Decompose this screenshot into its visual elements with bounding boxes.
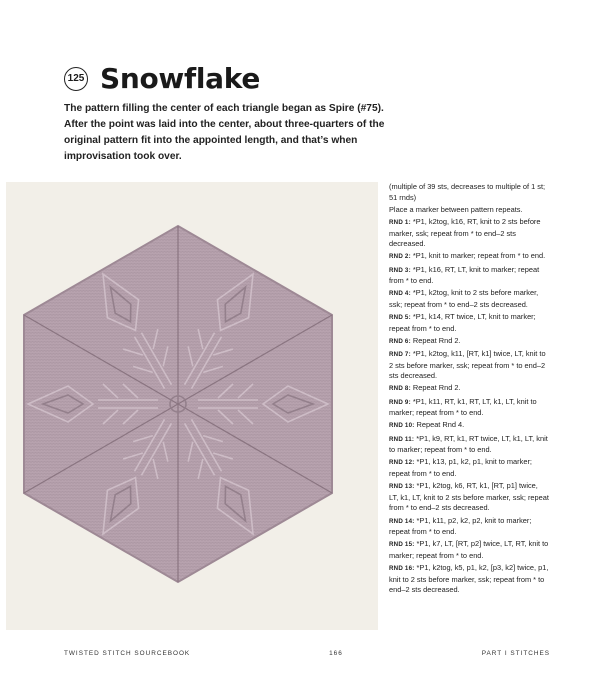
round-text: *P1, knit to marker; repeat from * to end. bbox=[410, 251, 546, 261]
round-label: RND 8: bbox=[389, 385, 411, 393]
round-label: RND 16: bbox=[389, 565, 415, 573]
round-instruction bbox=[389, 434, 549, 456]
round-label: RND 5: bbox=[389, 314, 411, 322]
round-text: *P1, k13, p1, k2, p1, knit to marker; repeat from * to end. bbox=[389, 457, 532, 478]
round-text: *P1, k11, p2, k2, p2, knit to marker; repeat from * to end. bbox=[389, 515, 532, 537]
round-text: *P1, k2tog, knit to 2 sts before marker, ssk; repeat from * to end–2 sts decreased. bbox=[389, 288, 539, 309]
rounds-list bbox=[389, 217, 549, 596]
round-label: RND 11: bbox=[389, 435, 415, 443]
round-instruction bbox=[389, 397, 549, 419]
round-label: RND 14: bbox=[389, 517, 415, 525]
round-text: Repeat Rnd 2. bbox=[410, 383, 461, 393]
round-text: Repeat Rnd 4. bbox=[414, 420, 465, 430]
footer-section: PART I STITCHES bbox=[481, 650, 550, 657]
round-instruction bbox=[389, 563, 549, 596]
round-text: *P1, k2tog, k11, [RT, k1] twice, LT, knit to 2 sts before marker, ssk; repeat from * to end–2 sts decreased. bbox=[389, 349, 546, 381]
footer-page-number: 166 bbox=[329, 650, 343, 657]
round-label: RND 2: bbox=[389, 253, 411, 261]
footer-book-title: TWISTED STITCH SOURCEBOOK bbox=[64, 650, 191, 657]
round-instruction bbox=[389, 481, 549, 514]
round-text: Repeat Rnd 2. bbox=[410, 335, 461, 345]
hexagon-swatch-illustration bbox=[6, 182, 378, 630]
round-text: *P1, k2tog, k5, p1, k2, [p3, k2] twice, p1, knit to 2 sts before marker, ssk; repeat from * to end–2 sts decreased. bbox=[389, 563, 549, 595]
round-label: RND 9: bbox=[389, 398, 411, 406]
round-instruction bbox=[389, 288, 549, 310]
round-label: RND 3: bbox=[389, 266, 411, 274]
round-label: RND 13: bbox=[389, 483, 415, 491]
round-text: *P1, k16, RT, LT, knit to marker; repeat from * to end. bbox=[389, 264, 540, 286]
intro-paragraph: The pattern filling the center of each triangle began as Spire (#75). After the point was laid into the center, about three-quarters of the original pattern fit into the appointed length, and that’s when improvisation took over. bbox=[64, 103, 385, 162]
round-label: RND 12: bbox=[389, 459, 415, 467]
round-label: RND 4: bbox=[389, 290, 411, 298]
round-instruction bbox=[389, 457, 549, 479]
round-instruction bbox=[389, 349, 549, 382]
round-instruction bbox=[389, 265, 549, 287]
round-instruction bbox=[389, 383, 549, 395]
round-text: *P1, k2tog, k6, RT, k1, [RT, p1] twice, LT, k1, LT, knit to 2 sts before marker, ssk; repeat from * to end–2 sts decreased. bbox=[389, 481, 549, 513]
round-label: RND 6: bbox=[389, 337, 411, 345]
round-text: *P1, k2tog, k16, RT, knit to 2 sts before marker, ssk; repeat from * to end–2 sts decreased. bbox=[389, 216, 541, 249]
round-text: *P1, k7, LT, [RT, p2] twice, LT, RT, knit to marker; repeat from * to end. bbox=[389, 539, 549, 560]
round-instruction bbox=[389, 420, 549, 432]
round-instruction bbox=[389, 539, 549, 561]
round-instruction bbox=[389, 312, 549, 334]
round-text: *P1, k14, RT twice, LT, knit to marker; repeat from * to end. bbox=[389, 312, 536, 333]
pattern-multiple: (multiple of 39 sts, decreases to multiple of 1 st; 51 rnds) bbox=[389, 182, 546, 202]
marker-note: Place a marker between pattern repeats. bbox=[389, 204, 523, 214]
round-label: RND 1: bbox=[389, 218, 411, 226]
round-instruction bbox=[389, 516, 549, 538]
stitch-number-badge: 125 bbox=[64, 67, 88, 91]
round-instruction bbox=[389, 251, 549, 263]
round-text: *P1, k9, RT, k1, RT twice, LT, k1, LT, knit to marker; repeat from * to end. bbox=[389, 433, 548, 455]
round-label: RND 7: bbox=[389, 351, 411, 359]
page-footer bbox=[64, 650, 550, 657]
round-label: RND 10: bbox=[389, 422, 415, 430]
round-label: RND 15: bbox=[389, 541, 415, 549]
round-instruction bbox=[389, 336, 549, 348]
stitch-header bbox=[64, 62, 260, 95]
swatch-photo bbox=[6, 182, 378, 630]
round-instruction bbox=[389, 217, 549, 250]
stitch-title: Snowflake bbox=[100, 62, 261, 95]
round-text: *P1, k11, RT, k1, RT, LT, k1, LT, knit to marker; repeat from * to end. bbox=[389, 396, 537, 418]
pattern-instructions bbox=[389, 182, 549, 597]
